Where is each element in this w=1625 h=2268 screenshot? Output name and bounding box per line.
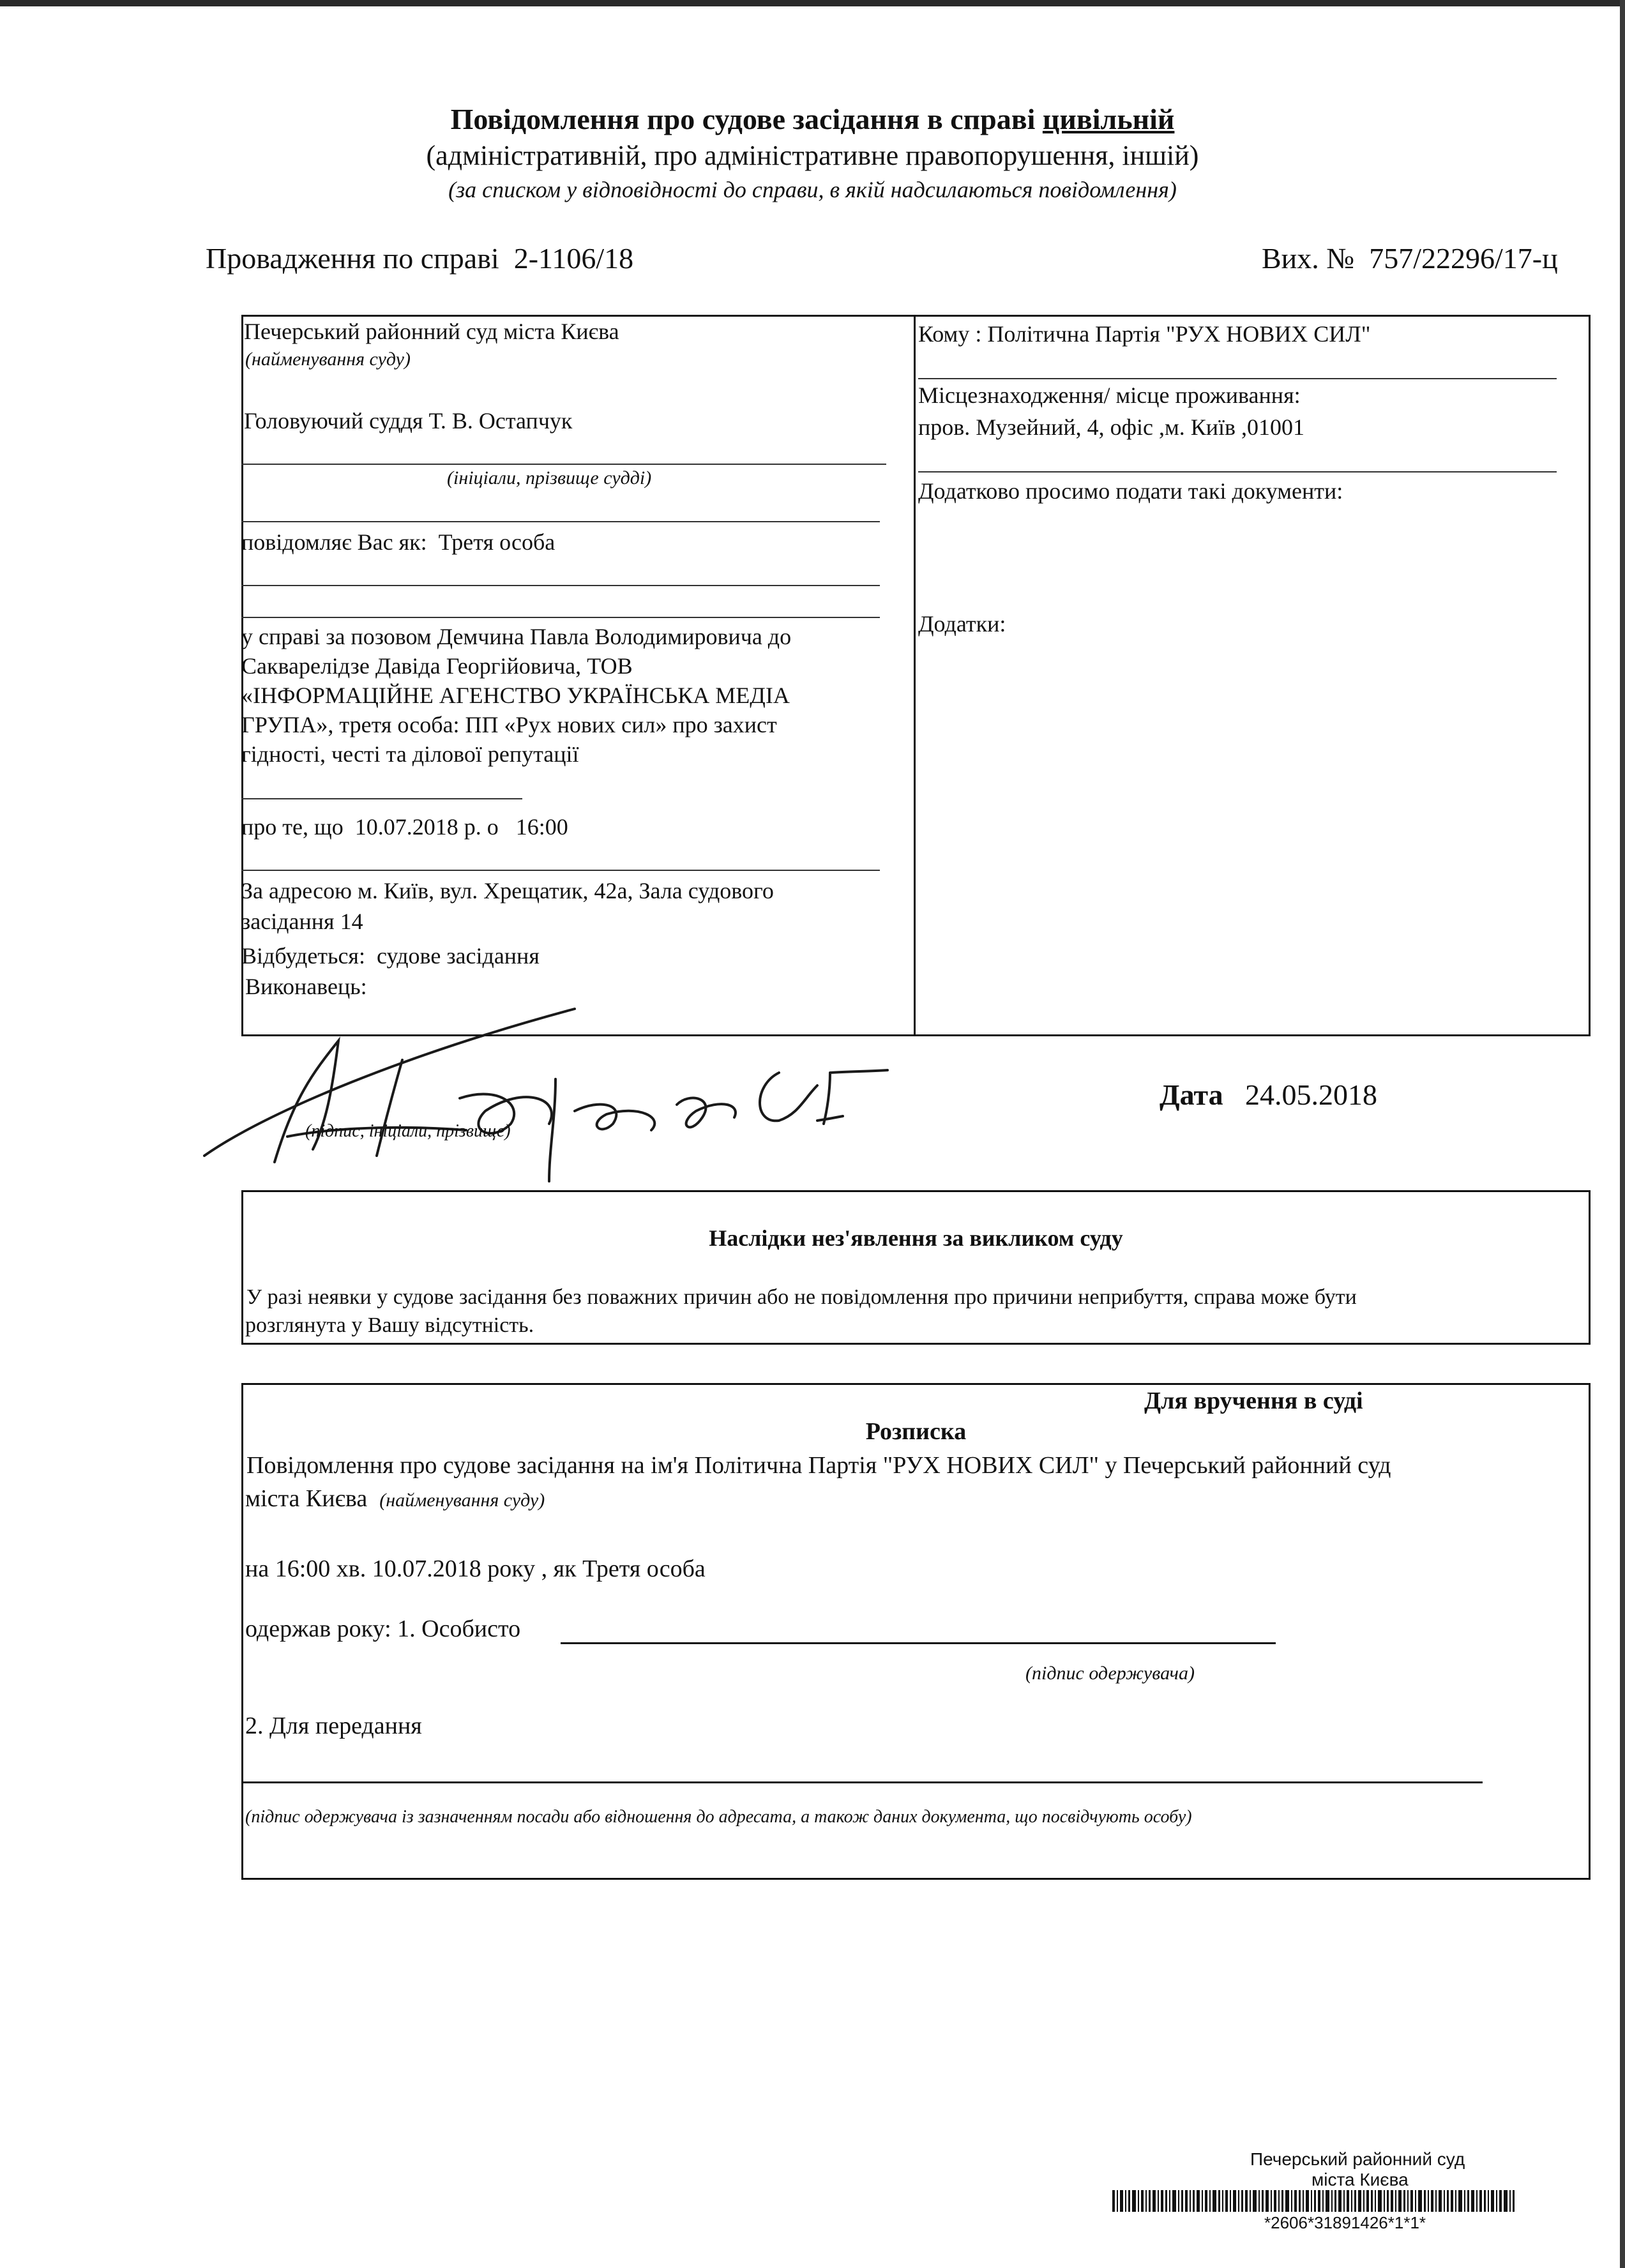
hearing-date: 10.07.2018 р. о: [354, 814, 499, 840]
barcode-icon: [1112, 2190, 1604, 2212]
case-description-4: ГРУПА», третя особа: ПП «Рух нових сил» про захист: [241, 712, 777, 737]
attachments-label: Додатки:: [918, 611, 1006, 637]
judge-name: Т. В. Остапчук: [428, 408, 573, 434]
case-description-5: гідності, честі та ділової репутації: [241, 741, 579, 767]
column-divider: [914, 315, 916, 1036]
consequences-text-1: У разі неявки у судове засідання без поважних причин або не повідомлення про причини неприбуття, справа може бути: [246, 1285, 1357, 1309]
stamp-court-name: Печерський районний суд: [1250, 2149, 1465, 2169]
recipient-signature-line: [561, 1642, 1276, 1644]
handwritten-signature: [192, 1002, 907, 1194]
separator-line: [241, 585, 880, 586]
receipt-time-line: на 16:00 хв. 10.07.2018 року , як Третя особа: [245, 1555, 706, 1582]
case-description-1: у справі за позовом Демчина Павла Володимировича до: [241, 624, 792, 649]
location-value: пров. Музейний, 4, офіс ,м. Київ ,01001: [918, 414, 1305, 440]
judge-caption: (ініціали, прізвище судді): [447, 467, 652, 488]
recipient-name: Політична Партія "РУХ НОВИХ СИЛ": [987, 321, 1371, 347]
document-subtitle: (адміністративній, про адміністративне правопорушення, іншій): [426, 140, 1199, 171]
case-number: 2-1106/18: [513, 242, 634, 275]
scan-edge-right: [1620, 0, 1625, 2268]
recipient-line: Кому : Політична Партія "РУХ НОВИХ СИЛ": [918, 321, 1371, 347]
address-line-2: засідання 14: [241, 909, 363, 934]
case-description-3: «ІНФОРМАЦІЙНЕ АГЕНСТВО УКРАЇНСЬКА МЕДІА: [241, 683, 790, 708]
court-caption: (найменування суду): [245, 349, 411, 370]
court-name: Печерський районний суд міста Києва: [244, 319, 619, 344]
receipt-court-caption: (найменування суду): [379, 1490, 545, 1511]
document-note: (за списком у відповідності до справи, в якій надсилаються повідомлення): [448, 177, 1177, 202]
signature-caption: (підпис, ініціали, прізвище): [305, 1121, 511, 1141]
document-title: Повідомлення про судове засідання в справі цивільній: [450, 103, 1175, 135]
case-description-2: Сакварелідзе Давіда Георгійовича, ТОВ: [241, 653, 633, 679]
document-date: 24.05.2018: [1245, 1078, 1377, 1111]
address-line-1: За адресою м. Київ, вул. Хрещатик, 42а, Зала судового: [241, 878, 774, 903]
separator-line: [241, 521, 880, 522]
separator-line: [918, 471, 1557, 472]
judge-underline: [241, 464, 886, 465]
event-line: Відбудеться: судове засідання: [241, 943, 540, 969]
receipt-line-1: Повідомлення про судове засідання на ім'я Політична Партія "РУХ НОВИХ СИЛ" у Печерський районний суд: [246, 1452, 1391, 1479]
event-value: судове засідання: [377, 943, 540, 969]
case-type-underlined: цивільній: [1042, 103, 1175, 135]
hearing-date-line: про те, що 10.07.2018 р. о 16:00: [241, 814, 568, 840]
transfer-caption: (підпис одержувача із зазначенням посади або відношення до адресата, а також даних документа, що посвідчують особу): [245, 1807, 1192, 1827]
consequences-title: Наслідки нез'явлення за викликом суду: [709, 1225, 1123, 1251]
outgoing-number: Вих. № 757/22296/17-ц: [1262, 242, 1558, 275]
hearing-time: 16:00: [515, 814, 568, 840]
notify-line: повідомляє Вас як: Третя особа: [241, 529, 556, 555]
location-label: Місцезнаходження/ місце проживання:: [918, 382, 1301, 408]
receipt-title: Розписка: [865, 1418, 967, 1445]
received-personally-label: одержав року: 1. Особисто: [245, 1615, 521, 1642]
separator-line: [241, 870, 880, 871]
executor-label: Виконавець:: [245, 974, 367, 999]
date-label: Дата: [1160, 1078, 1223, 1111]
consequences-text-2: розглянута у Вашу відсутність.: [245, 1313, 534, 1337]
stamp-court-city: міста Києва: [1311, 2170, 1409, 2189]
separator-line: [918, 378, 1557, 379]
case-label: Провадження по справі 2-1106/18: [206, 242, 634, 275]
notify-role: Третя особа: [438, 529, 556, 555]
barcode-code: *2606*31891426*1*1*: [1264, 2213, 1426, 2232]
transfer-signature-line: [241, 1781, 1483, 1783]
scan-edge-top: [0, 0, 1625, 6]
separator-line: [241, 617, 880, 618]
short-separator: [241, 798, 522, 799]
documents-request: Додатково просимо подати такі документи:: [918, 478, 1343, 504]
judge-line: Головуючий суддя Т. В. Остапчук: [244, 408, 573, 434]
transfer-label: 2. Для передання: [245, 1712, 422, 1739]
recipient-caption: (підпис одержувача): [1025, 1663, 1195, 1684]
for-court-label: Для вручення в суді: [1144, 1387, 1363, 1414]
receipt-line-2: міста Києва (найменування суду): [245, 1485, 545, 1512]
